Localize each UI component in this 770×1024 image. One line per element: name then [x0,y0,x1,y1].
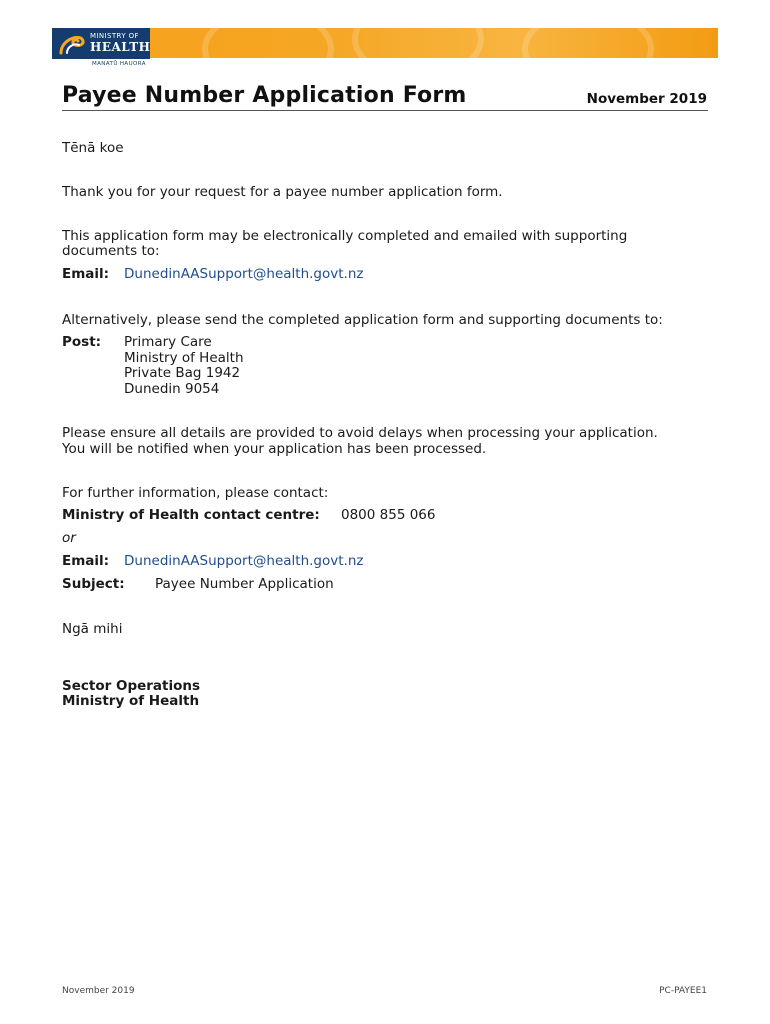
koru-icon [57,31,87,56]
signature-line1: Sector Operations [62,678,201,694]
contact-centre-label: Ministry of Health contact centre: [62,507,320,523]
footer-date: November 2019 [62,986,135,996]
footer-form-code: PC-PAYEE1 [659,986,707,996]
contact-centre-phone: 0800 855 066 [341,507,436,523]
post-address-line: Primary Care [124,334,212,350]
title-divider [62,110,708,111]
ministry-logo [52,28,150,59]
email-link[interactable]: DunedinAASupport@health.govt.nz [124,553,364,569]
paragraph-electronic-line1: This application form may be electronically completed and emailed with supporting [62,228,628,244]
paragraph-alternative: Alternatively, please send the completed application form and supporting documents to: [62,312,663,328]
logo-subtitle: MANATŪ HAUORA [92,61,146,67]
header-banner [52,28,718,58]
greeting: Tēnā koe [62,140,124,156]
closing: Ngā mihi [62,621,123,637]
page-title: Payee Number Application Form [62,83,467,108]
post-label: Post: [62,334,102,350]
paragraph-ensure-line1: Please ensure all details are provided to avoid delays when processing your application. [62,425,658,441]
email-link[interactable]: DunedinAASupport@health.govt.nz [124,266,364,282]
paragraph-further-info: For further information, please contact: [62,485,329,501]
logo-text-ministry-of: MINISTRY OF [90,32,139,40]
post-address-line: Ministry of Health [124,350,244,366]
paragraph-ensure-line2: You will be notified when your application has been processed. [62,441,487,457]
paragraph-request: Thank you for your request for a payee number application form. [62,184,503,200]
logo-text-health: HEALTH [90,40,151,54]
paragraph-electronic-line2: documents to: [62,243,160,259]
email-label: Email: [62,553,110,569]
banner-swirl-decoration [202,28,334,58]
or-text: or [62,530,76,546]
post-address-line: Private Bag 1942 [124,365,241,381]
email-label: Email: [62,266,110,282]
document-date: November 2019 [586,91,707,107]
banner-swirl-decoration [522,28,654,58]
signature-line2: Ministry of Health [62,693,200,709]
subject-label: Subject: [62,576,125,592]
subject-value: Payee Number Application [155,576,334,592]
banner-swirl-decoration [352,28,484,58]
post-address-line: Dunedin 9054 [124,381,220,397]
